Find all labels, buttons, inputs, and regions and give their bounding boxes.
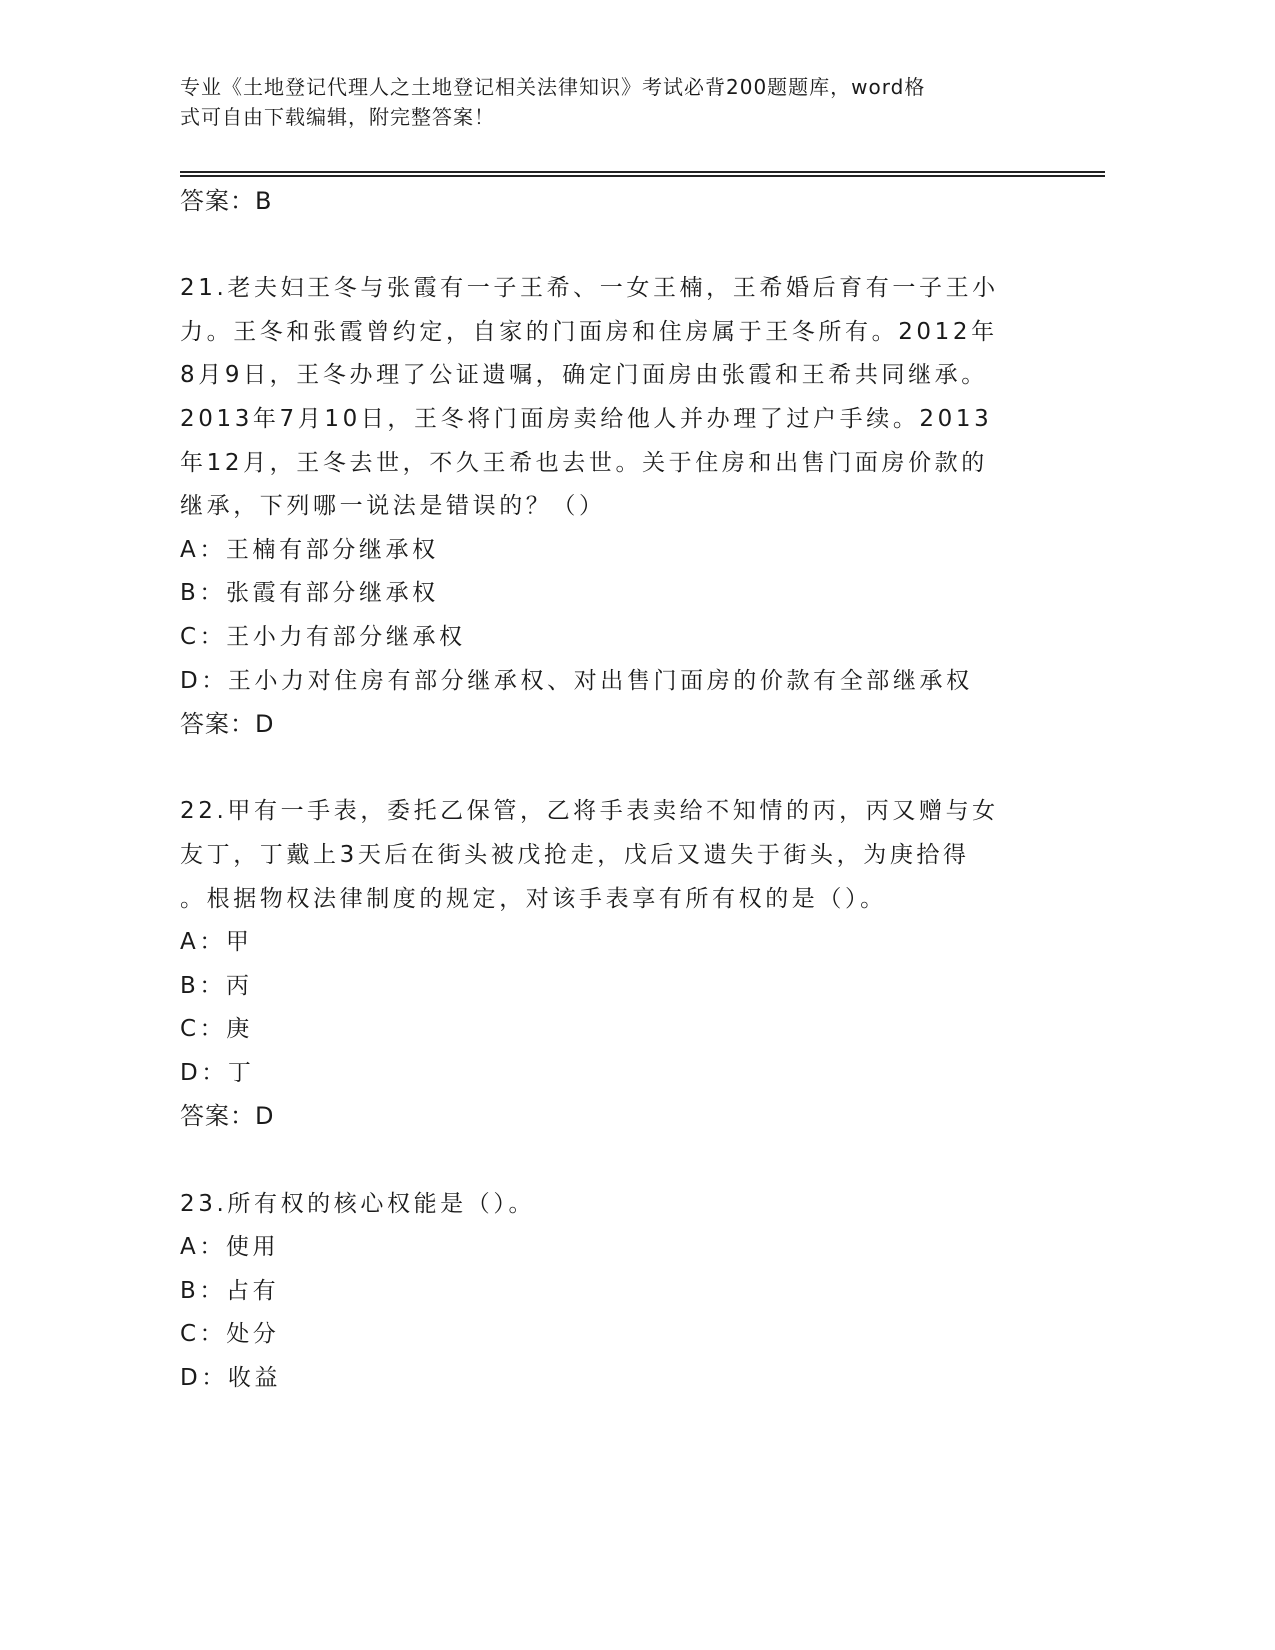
answer-label: 答案：D xyxy=(180,710,275,739)
document-header xyxy=(180,72,925,132)
question-text: 力。王冬和张霞曾约定，自家的门面房和住房属于王冬所有。2012年 xyxy=(180,318,998,345)
question-text: 继承，下列哪一说法是错误的？（） xyxy=(180,493,606,520)
question-text: 22.甲有一手表，委托乙保管，乙将手表卖给不知情的丙，丙又赠与女 xyxy=(180,798,999,825)
option-d: D：丁 xyxy=(180,1059,255,1086)
document-body xyxy=(180,180,999,1401)
header-line: 专业《土地登记代理人之土地登记相关法律知识》考试必背200题题库，word格 xyxy=(180,75,926,99)
question-text: 年12月，王冬去世，不久王希也去世。关于住房和出售门面房价款的 xyxy=(180,449,988,476)
answer-label: 答案：B xyxy=(180,187,273,215)
divider xyxy=(180,171,1105,173)
option-a: A：甲 xyxy=(180,929,253,956)
option-b: B：占有 xyxy=(180,1277,280,1304)
question-text: 21.老夫妇王冬与张霞有一子王希、一女王楠，王希婚后育有一子王小 xyxy=(180,275,999,302)
question-text: 2013年7月10日，王冬将门面房卖给他人并办理了过户手续。2013 xyxy=(180,405,993,432)
header-line: 式可自由下载编辑，附完整答案！ xyxy=(180,105,495,129)
option-a: A：使用 xyxy=(180,1234,280,1261)
option-b: B：张霞有部分继承权 xyxy=(180,580,439,607)
option-d: D：王小力对住房有部分继承权、对出售门面房的价款有全部继承权 xyxy=(180,667,973,694)
answer-label: 答案：D xyxy=(180,1102,275,1131)
question-text: 。根据物权法律制度的规定，对该手表享有所有权的是（）。 xyxy=(180,885,887,912)
question-21 xyxy=(180,267,999,747)
question-text: 8月9日，王冬办理了公证遗嘱，确定门面房由张霞和王希共同继承。 xyxy=(180,362,988,389)
option-c: C：庚 xyxy=(180,1016,253,1043)
option-c: C：王小力有部分继承权 xyxy=(180,623,466,650)
question-22 xyxy=(180,790,999,1139)
option-c: C：处分 xyxy=(180,1321,280,1348)
option-a: A：王楠有部分继承权 xyxy=(180,536,439,563)
option-d: D：收益 xyxy=(180,1365,282,1392)
option-b: B：丙 xyxy=(180,972,253,999)
question-text: 23.所有权的核心权能是（）。 xyxy=(180,1190,536,1217)
question-text: 友丁，丁戴上3天后在街头被戊抢走，戊后又遗失于街头，为庚拾得 xyxy=(180,841,970,868)
divider xyxy=(180,175,1105,177)
question-23 xyxy=(180,1183,999,1401)
